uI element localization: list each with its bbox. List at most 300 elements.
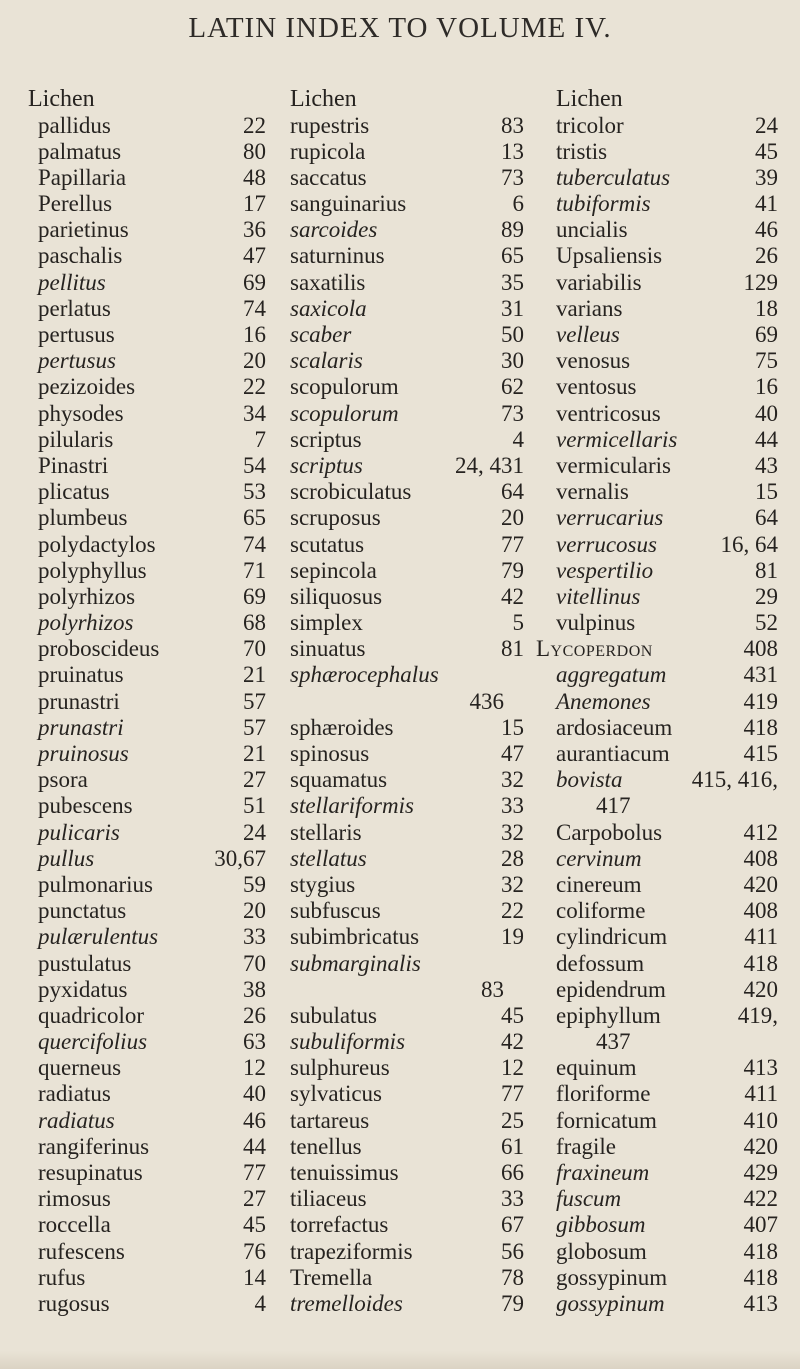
index-entry — [536, 1291, 780, 1317]
entry-term: radiatus — [38, 1107, 115, 1133]
index-entry — [536, 1134, 780, 1160]
index-entry — [278, 1265, 526, 1291]
entry-term: siliquosus — [290, 583, 383, 609]
index-column-1 — [28, 86, 268, 1317]
entry-page: 70 — [243, 950, 266, 976]
entry-term: varians — [556, 295, 623, 321]
entry-page: 20 — [501, 505, 524, 531]
entry-term: sinuatus — [290, 636, 366, 662]
entry-page: 77 — [501, 531, 524, 557]
entry-page: 45 — [501, 1002, 524, 1028]
entry-page: 75 — [755, 348, 778, 374]
index-entry — [28, 951, 268, 977]
entry-page: 81 — [755, 557, 778, 583]
entry-term: floriforme — [556, 1081, 651, 1107]
index-entry — [28, 165, 268, 191]
entry-term: querneus — [38, 1055, 122, 1081]
entry-term: ventricosus — [556, 400, 661, 426]
index-entry — [278, 1081, 526, 1107]
entry-page: 57 — [243, 688, 266, 714]
entry-term: pulærulentus — [38, 924, 159, 950]
entry-term: subulatus — [290, 1002, 377, 1028]
index-entry — [536, 322, 780, 348]
entry-page: 431 — [743, 662, 778, 688]
entry-page: 36 — [243, 217, 266, 243]
entry-page: 43 — [755, 452, 778, 478]
entry-page: 418 — [743, 1264, 778, 1290]
entry-page: 56 — [501, 1238, 524, 1264]
entry-page: 81 — [501, 636, 524, 662]
entry-page: 408 — [743, 845, 778, 871]
entry-term: scopulorum — [290, 374, 399, 400]
entry-term: equinum — [556, 1055, 637, 1081]
index-entry — [536, 662, 780, 688]
index-entry — [536, 348, 780, 374]
entry-term: plicatus — [38, 479, 110, 505]
entry-page: 12 — [243, 1055, 266, 1081]
entry-term: stellariformis — [290, 793, 414, 819]
entry-page: 408 — [743, 636, 778, 662]
entry-term: defossum — [556, 950, 645, 976]
entry-page: 16 — [243, 322, 266, 347]
index-entry — [28, 479, 268, 505]
entry-term: Papillaria — [38, 164, 127, 190]
index-entry — [28, 610, 268, 636]
entry-page: 30,67 — [214, 845, 266, 871]
entry-page-continued: 436 — [469, 688, 504, 714]
entry-page: 418 — [743, 950, 778, 976]
index-entry — [536, 532, 780, 558]
entry-term: variabilis — [556, 269, 642, 295]
page-edge-shading — [0, 1351, 800, 1369]
entry-page: 77 — [243, 1160, 266, 1185]
entry-page: 26 — [755, 243, 778, 269]
index-entry — [28, 322, 268, 348]
entry-term: ventosus — [556, 374, 637, 400]
index-entry — [536, 846, 780, 872]
entry-term: stellatus — [290, 845, 367, 871]
entry-page: 83 — [501, 112, 524, 138]
entry-page: 41 — [755, 191, 778, 217]
entry-term: cervinum — [556, 845, 642, 871]
entry-page: 80 — [243, 138, 266, 164]
entry-term: rufescens — [38, 1238, 125, 1264]
entry-page: 73 — [501, 400, 524, 426]
index-entry — [28, 977, 268, 1003]
index-entry — [28, 872, 268, 898]
entry-page: 51 — [243, 793, 266, 819]
entry-term: pubescens — [38, 793, 133, 819]
entry-page: 69 — [755, 322, 778, 347]
entry-page: 429 — [743, 1160, 778, 1185]
index-entry — [278, 505, 526, 531]
entry-term: cinereum — [556, 871, 642, 897]
entry-page: 74 — [243, 295, 266, 321]
entry-page: 34 — [243, 400, 266, 426]
entry-term: sanguinarius — [290, 191, 407, 217]
entry-term: parietinus — [38, 217, 129, 243]
index-entry — [278, 951, 526, 977]
entry-term: sphærocephalus — [290, 662, 439, 688]
index-entry — [536, 243, 780, 269]
entry-page: 50 — [501, 322, 524, 347]
index-entry — [28, 453, 268, 479]
entry-term: rupicola — [290, 138, 366, 164]
entry-term: pulicaris — [38, 819, 120, 845]
entry-page: 129 — [743, 269, 778, 295]
entry-term: coliforme — [556, 898, 646, 924]
index-entry — [278, 113, 526, 139]
index-entry — [536, 427, 780, 453]
entry-page: 67 — [501, 1212, 524, 1238]
index-entry — [28, 662, 268, 688]
entry-term: Upsaliensis — [556, 243, 663, 269]
index-entry — [278, 217, 526, 243]
entry-page: 40 — [755, 400, 778, 426]
index-entry — [536, 1186, 780, 1212]
entry-page: 46 — [755, 217, 778, 243]
index-entry — [278, 532, 526, 558]
index-entry — [28, 1186, 268, 1212]
entry-term: palmatus — [38, 138, 122, 164]
entry-page: 45 — [243, 1212, 266, 1238]
index-entry — [28, 715, 268, 741]
entry-term: stellaris — [290, 819, 362, 845]
index-entry — [278, 1029, 526, 1055]
index-entry — [536, 1265, 780, 1291]
entry-term: uncialis — [556, 217, 628, 243]
entry-page: 411 — [744, 1081, 778, 1107]
entry-page: 16 — [755, 374, 778, 400]
entry-term: rimosus — [38, 1186, 111, 1212]
index-entry — [536, 1081, 780, 1107]
entry-page: 62 — [501, 374, 524, 400]
entry-term: aurantiacum — [556, 741, 670, 766]
entry-term: fraxineum — [556, 1160, 650, 1185]
entry-term: bovista — [556, 767, 623, 793]
entry-term: verrucosus — [556, 531, 657, 557]
entry-page: 32 — [501, 819, 524, 845]
index-entry — [278, 139, 526, 165]
index-entry — [278, 715, 526, 741]
index-entry — [536, 1160, 780, 1186]
index-entry — [278, 348, 526, 374]
index-entry — [28, 846, 268, 872]
entry-term: tremelloides — [290, 1290, 403, 1316]
entry-page: 47 — [243, 243, 266, 269]
index-entry — [28, 636, 268, 662]
entry-page: 22 — [501, 898, 524, 924]
entry-term: gossypinum — [556, 1264, 668, 1290]
entry-page: 13 — [501, 138, 524, 164]
entry-page: 45 — [755, 138, 778, 164]
entry-page: 418 — [743, 1238, 778, 1264]
index-entry — [536, 113, 780, 139]
entry-page: 415 — [743, 741, 778, 766]
index-entry — [536, 1108, 780, 1134]
entry-page: 78 — [501, 1264, 524, 1290]
entry-term: tuberculatus — [556, 164, 671, 190]
entry-page: 70 — [243, 636, 266, 662]
index-entry — [536, 191, 780, 217]
entry-term: tristis — [556, 138, 608, 164]
entry-term: sarcoides — [290, 217, 378, 243]
entry-page: 66 — [501, 1160, 524, 1185]
entry-term: proboscideus — [38, 636, 160, 662]
entry-term: scalaris — [290, 348, 363, 374]
entry-term: subuliformis — [290, 1029, 406, 1055]
index-entry — [278, 270, 526, 296]
entry-page: 63 — [243, 1029, 266, 1055]
entry-term: radiatus — [38, 1081, 111, 1107]
entry-page: 422 — [743, 1186, 778, 1212]
index-entry — [536, 1003, 780, 1029]
entry-page: 415, 416, — [691, 767, 778, 793]
index-entry — [28, 270, 268, 296]
index-entry — [278, 1239, 526, 1265]
index-entry — [278, 1134, 526, 1160]
index-entry — [536, 689, 780, 715]
index-entry — [278, 924, 526, 950]
entry-page: 410 — [743, 1107, 778, 1133]
entry-page: 57 — [243, 714, 266, 740]
index-entry — [536, 820, 780, 846]
index-entry — [536, 1212, 780, 1238]
index-entry — [536, 924, 780, 950]
index-entry — [28, 191, 268, 217]
entry-page: 40 — [243, 1081, 266, 1107]
entry-page: 48 — [243, 164, 266, 190]
index-entry — [28, 689, 268, 715]
entry-term: pruinosus — [38, 741, 129, 766]
entry-page: 53 — [243, 479, 266, 505]
index-entry — [278, 401, 526, 427]
entry-term: gibbosum — [556, 1212, 646, 1238]
entry-page: 33 — [501, 793, 524, 819]
entry-term: psora — [38, 767, 88, 793]
entry-page: 17 — [243, 191, 266, 217]
entry-term: ardosiaceum — [556, 714, 673, 740]
column-heading: Lichen — [556, 86, 623, 112]
index-entry — [536, 479, 780, 505]
entry-page: 64 — [755, 505, 778, 531]
index-entry — [278, 558, 526, 584]
index-entry — [28, 793, 268, 819]
entry-page: 52 — [755, 610, 778, 636]
entry-term: submarginalis — [290, 950, 421, 976]
entry-term: tenellus — [290, 1133, 362, 1159]
entry-term: rangiferinus — [38, 1133, 150, 1159]
entry-page-continued: 417 — [596, 793, 631, 819]
index-entry — [536, 610, 780, 636]
entry-term: scruposus — [290, 505, 381, 531]
index-entry — [278, 820, 526, 846]
index-entry — [28, 1160, 268, 1186]
index-entry — [278, 898, 526, 924]
index-entry — [28, 401, 268, 427]
entry-term: pilularis — [38, 426, 114, 452]
entry-term: squamatus — [290, 767, 388, 793]
index-entry — [278, 1212, 526, 1238]
index-entry — [278, 767, 526, 793]
index-entry — [278, 1186, 526, 1212]
entry-term: vulpinus — [556, 610, 636, 636]
entry-term: polyrhizos — [38, 583, 136, 609]
index-entry — [28, 1291, 268, 1317]
entry-term: sphæroides — [290, 714, 394, 740]
entry-page: 5 — [512, 610, 524, 636]
index-entry — [278, 1160, 526, 1186]
entry-page: 419 — [743, 688, 778, 714]
entry-page: 42 — [501, 1029, 524, 1055]
entry-term: pezizoides — [38, 374, 136, 400]
entry-page: 14 — [243, 1264, 266, 1290]
entry-term: vermicellaris — [556, 426, 678, 452]
entry-page: 26 — [243, 1002, 266, 1028]
index-entry — [536, 741, 780, 767]
entry-term: vitellinus — [556, 583, 641, 609]
entry-term: pertusus — [38, 348, 116, 374]
index-column-3 — [536, 86, 780, 1317]
entry-term: polyphyllus — [38, 557, 147, 583]
entry-term: plumbeus — [38, 505, 128, 531]
index-entry — [28, 558, 268, 584]
entry-page: 412 — [743, 819, 778, 845]
index-entry — [536, 217, 780, 243]
column-heading: Lichen — [290, 86, 357, 112]
entry-term: velleus — [556, 322, 620, 347]
index-entry — [278, 741, 526, 767]
index-entry — [536, 401, 780, 427]
index-entry — [28, 427, 268, 453]
index-entry — [28, 1003, 268, 1029]
entry-term: sepincola — [290, 557, 377, 583]
index-entry — [536, 505, 780, 531]
index-entry — [28, 1029, 268, 1055]
entry-term: subfuscus — [290, 898, 381, 924]
index-entry — [28, 767, 268, 793]
entry-term: torrefactus — [290, 1212, 389, 1238]
entry-page: 21 — [243, 741, 266, 766]
entry-term: Perellus — [38, 191, 113, 217]
entry-page: 69 — [243, 583, 266, 609]
entry-page: 18 — [755, 295, 778, 321]
index-entry — [28, 924, 268, 950]
index-entry — [278, 1003, 526, 1029]
entry-term: Carpobolus — [556, 819, 663, 845]
entry-term: physodes — [38, 400, 124, 426]
entry-term: tubiformis — [556, 191, 651, 217]
index-entry — [536, 1239, 780, 1265]
entry-term: scriptus — [290, 452, 363, 478]
entry-page: 22 — [243, 374, 266, 400]
entry-page: 15 — [501, 714, 524, 740]
entry-page: 7 — [254, 426, 266, 452]
index-entry — [28, 243, 268, 269]
entry-page: 19 — [501, 924, 524, 950]
index-entry — [536, 270, 780, 296]
index-entry — [28, 1055, 268, 1081]
index-entry — [28, 1239, 268, 1265]
index-entry — [278, 453, 526, 479]
entry-page: 61 — [501, 1133, 524, 1159]
page-title: LATIN INDEX TO VOLUME IV. — [188, 12, 612, 44]
entry-term: gossypinum — [556, 1290, 665, 1316]
entry-page: 4 — [254, 1290, 266, 1316]
entry-page-continued: 83 — [481, 976, 504, 1002]
entry-page: 65 — [501, 243, 524, 269]
entry-page: 25 — [501, 1107, 524, 1133]
index-entry — [536, 139, 780, 165]
entry-term: spinosus — [290, 741, 370, 766]
entry-page: 411 — [744, 924, 778, 950]
index-entry — [536, 453, 780, 479]
entry-page-continued: 437 — [596, 1029, 631, 1055]
entry-page: 16, 64 — [720, 531, 778, 557]
entry-page: 408 — [743, 898, 778, 924]
entry-term: subimbricatus — [290, 924, 420, 950]
entry-term: vespertilio — [556, 557, 654, 583]
entry-term: pertusus — [38, 322, 115, 347]
entry-term: rupestris — [290, 112, 370, 138]
entry-page: 35 — [501, 269, 524, 295]
entry-term: scaber — [290, 322, 352, 347]
entry-page: 420 — [743, 871, 778, 897]
entry-page: 27 — [243, 1186, 266, 1212]
entry-page: 64 — [501, 479, 524, 505]
column-heading: Lichen — [28, 86, 95, 112]
entry-term: Pinastri — [38, 452, 109, 478]
entry-term: aggregatum — [556, 662, 667, 688]
index-entry — [536, 977, 780, 1003]
index-entry — [28, 296, 268, 322]
index-entry — [28, 1081, 268, 1107]
entry-term: fuscum — [556, 1186, 622, 1212]
entry-term: saxicola — [290, 295, 367, 321]
entry-page: 39 — [755, 164, 778, 190]
index-entry — [278, 1108, 526, 1134]
entry-term: pulmonarius — [38, 871, 153, 897]
index-entry — [278, 479, 526, 505]
entry-term: tiliaceus — [290, 1186, 367, 1212]
entry-term: epidendrum — [556, 976, 666, 1002]
index-entry — [278, 243, 526, 269]
entry-page: 38 — [243, 976, 266, 1002]
entry-term: cylindricum — [556, 924, 668, 950]
entry-page: 47 — [501, 741, 524, 766]
entry-page: 413 — [743, 1290, 778, 1316]
entry-term: fornicatum — [556, 1107, 657, 1133]
entry-term: saccatus — [290, 164, 367, 190]
index-entry — [536, 584, 780, 610]
entry-page: 407 — [743, 1212, 778, 1238]
index-entry — [278, 1291, 526, 1317]
entry-page: 69 — [243, 269, 266, 295]
entry-page: 71 — [243, 557, 266, 583]
index-entry — [278, 165, 526, 191]
index-entry — [536, 374, 780, 400]
entry-page: 33 — [501, 1186, 524, 1212]
entry-term: quercifolius — [38, 1029, 148, 1055]
entry-term: perlatus — [38, 295, 111, 321]
index-entry — [536, 767, 780, 793]
entry-term: scopulorum — [290, 400, 399, 426]
index-entry — [28, 505, 268, 531]
entry-term: paschalis — [38, 243, 123, 269]
index-entry — [536, 636, 780, 662]
entry-page: 20 — [243, 898, 266, 924]
entry-page: 68 — [243, 610, 266, 636]
